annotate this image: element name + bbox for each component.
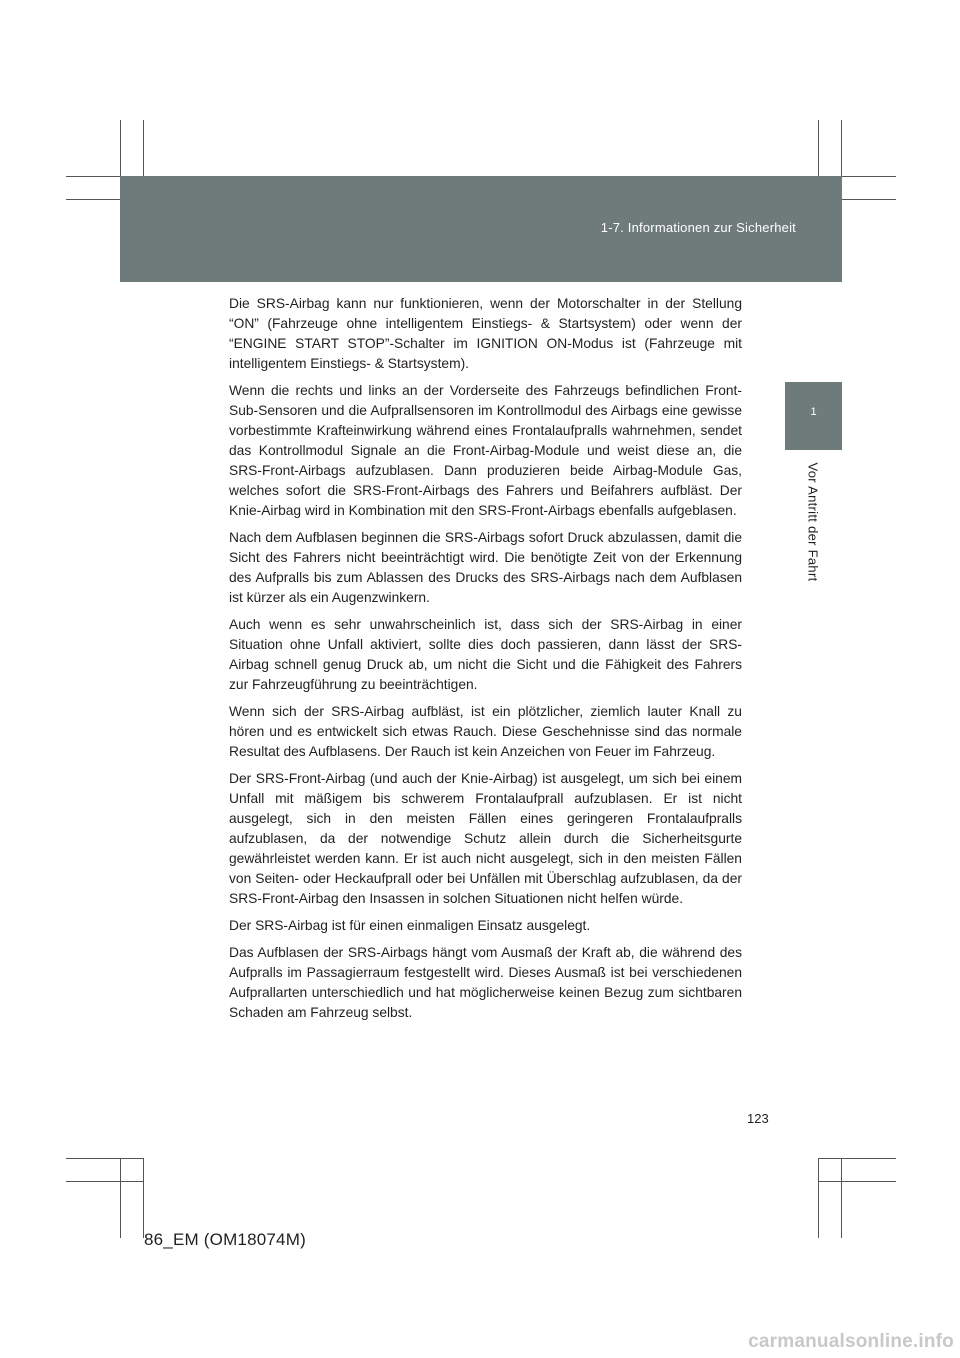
crop-mark bbox=[818, 1158, 896, 1159]
paragraph: Wenn die rechts und links an der Vorderseite des Fahrzeugs befindlichen Front-Sub-Sensoren und die Aufprallsensoren im Kontrollmodul des Airbags eine gewisse vorbestimmte Krafteinwirkung während eines Frontalaufpralls wahrnehmen, sendet das Kontrollmodul Signale an die Front-Airbag-Module und weist diese an, die SRS-Front-Airbags aufzublasen. Dann produzieren beide Airbag-Module Gas, welches sofort die SRS-Front-Airbags des Fahrers und Beifahrers aufbläst. Der Knie-Airbag wird in Kombination mit den SRS-Front-Airbags ebenfalls aufgeblasen. bbox=[229, 383, 742, 518]
chapter-number: 1 bbox=[810, 406, 817, 418]
paragraph: Auch wenn es sehr unwahrscheinlich ist, dass sich der SRS-Airbag in einer Situation ohne Unfall aktiviert, sollte dies doch passieren, dann lässt der SRS-Airbag schnell genug Druck ab, um nicht die Sicht und die Fähigkeit des Fahrers zur Fahrzeugführung zu beeinträchtigen. bbox=[229, 617, 742, 692]
watermark: carmanualsonline.info bbox=[748, 1331, 954, 1352]
crop-mark bbox=[818, 1181, 896, 1182]
crop-mark bbox=[818, 1158, 819, 1238]
crop-mark bbox=[841, 1158, 842, 1238]
paragraph: Nach dem Aufblasen beginnen die SRS-Airbags sofort Druck abzulassen, damit die Sicht des Fahrers nicht beeinträchtigt wird. Die benötigte Zeit von der Erkennung des Aufpralls bis zum Ablassen des Drucks des SRS-Airbags nach dem Aufblasen ist kürzer als ein Augenzwinkern. bbox=[229, 530, 742, 605]
crop-mark bbox=[66, 1181, 144, 1182]
document-code: 86_EM (OM18074M) bbox=[144, 1230, 306, 1249]
paragraph: Der SRS-Front-Airbag (und auch der Knie-Airbag) ist ausgelegt, um sich bei einem Unfall mit mäßigem bis schwerem Frontalaufprall aufzublasen. Er ist nicht ausgelegt, sich in den meisten Fällen eines geringeren Frontalaufpralls aufzublasen, da der notwendige Schutz allein durch die Sicherheitsgurte gewährleistet werden kann. Er ist auch nicht ausgelegt, sich in den meisten Fällen von Seiten- oder Heckaufprall oder bei Unfällen mit Überschlag aufzublasen, da der SRS-Front-Airbag den Insassen in solchen Situationen nicht helfen würde. bbox=[229, 771, 742, 906]
chapter-label: Vor Antritt der Fahrt bbox=[805, 462, 821, 582]
header-band bbox=[120, 176, 842, 282]
page-number: 123 bbox=[747, 1111, 769, 1126]
paragraph: Das Aufblasen der SRS-Airbags hängt vom Ausmaß der Kraft ab, die während des Aufpralls im Passagierraum festgestellt wird. Dieses Ausmaß ist bei verschiedenen Aufprallarten unterschiedlich und hat möglicherweise keinen Bezug zum sichtbaren Schaden am Fahrzeug selbst. bbox=[229, 945, 742, 1020]
chapter-tab bbox=[785, 382, 842, 450]
crop-mark bbox=[120, 1158, 121, 1238]
paragraph: Der SRS-Airbag ist für einen einmaligen Einsatz ausgelegt. bbox=[229, 918, 591, 933]
section-title: 1-7. Informationen zur Sicherheit bbox=[600, 220, 796, 235]
paragraph: Wenn sich der SRS-Airbag aufbläst, ist ein plötzlicher, ziemlich lauter Knall zu hören und es entwickelt sich etwas Rauch. Diese Geschehnisse sind das normale Resultat des Aufblasens. Der Rauch ist kein Anzeichen von Feuer im Fahrzeug. bbox=[229, 704, 742, 759]
crop-mark bbox=[143, 1158, 144, 1238]
page-content bbox=[229, 294, 742, 1030]
crop-mark bbox=[66, 1158, 144, 1159]
paragraph: Die SRS-Airbag kann nur funktionieren, wenn der Motorschalter in der Stellung “ON” (Fahrzeuge ohne intelligentem Einstiegs- & Startsystem) oder wenn der “ENGINE START STOP”-Schalter im IGNITION ON-Modus ist (Fahrzeuge mit intelligentem Einstiegs- & Startsystem). bbox=[229, 296, 742, 371]
